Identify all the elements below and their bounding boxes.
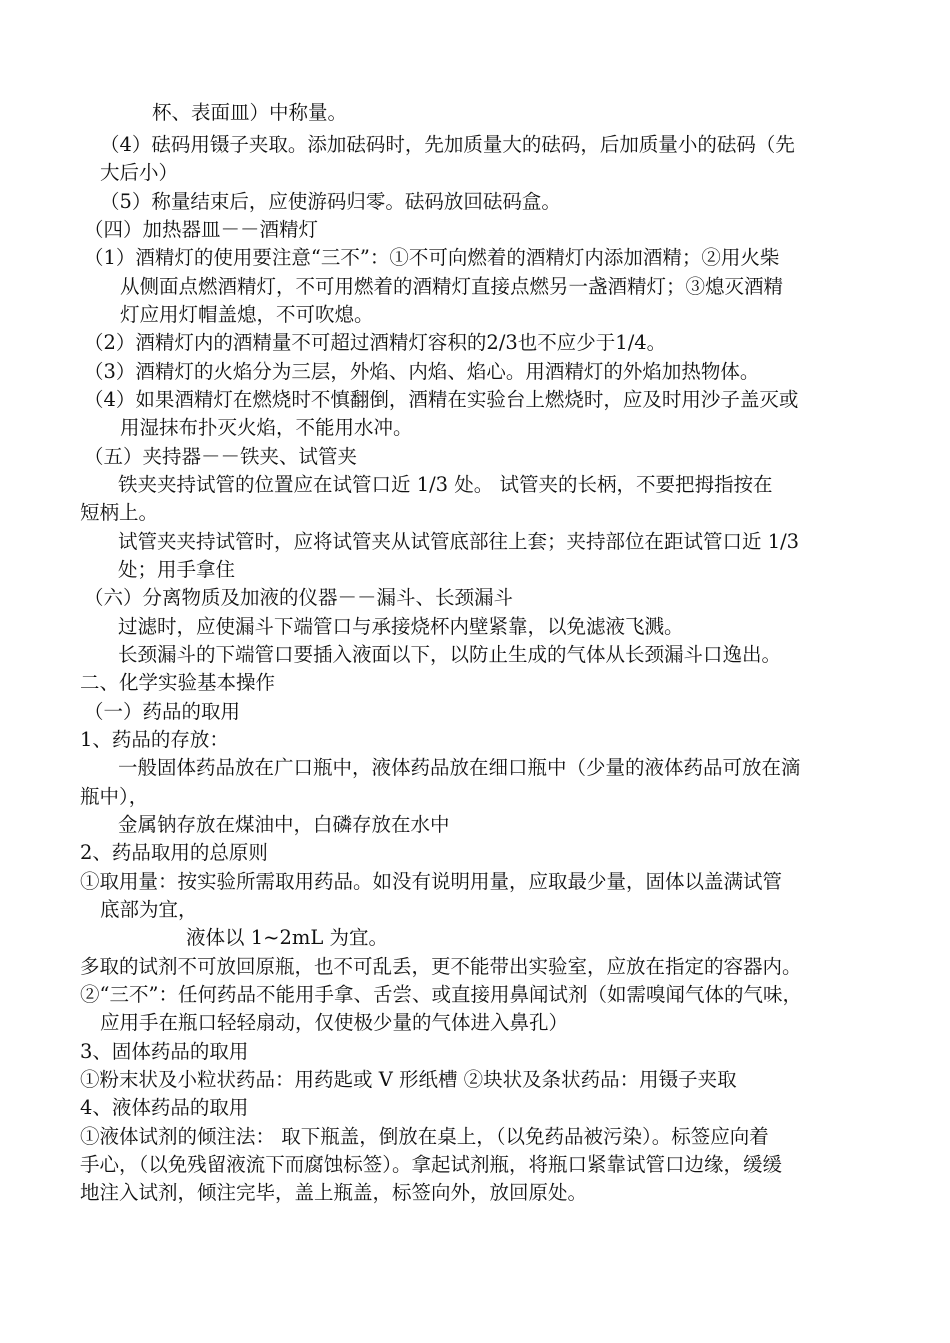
text-line: （2）酒精灯内的酒精量不可超过酒精灯容积的2/3也不应少于1/4。	[84, 331, 667, 354]
text-line: （4）如果酒精灯在燃烧时不慎翻倒，酒精在实验台上燃烧时，应及时用沙子盖灭或	[84, 388, 799, 411]
text-line: 过滤时，应使漏斗下端管口与承接烧杯内壁紧靠，以免滤液飞溅。	[118, 615, 684, 638]
section-heading: （一）药品的取用	[84, 700, 241, 723]
text-line: （4）砝码用镊子夹取。添加砝码时，先加质量大的砝码，后加质量小的砝码（先	[100, 133, 795, 156]
section-heading: （四）加热器皿－－酒精灯	[84, 218, 319, 241]
text-line: （3）酒精灯的火焰分为三层，外焰、内焰、焰心。用酒精灯的外焰加热物体。	[84, 360, 760, 383]
text-line: 应用手在瓶口轻轻扇动，仅使极少量的气体进入鼻孔）	[100, 1011, 569, 1034]
text-line: 金属钠存放在煤油中，白磷存放在水中	[118, 813, 450, 836]
text-line: 地注入试剂，倾注完毕，盖上瓶盖，标签向外，放回原处。	[80, 1181, 588, 1204]
text-line: 大后小）	[100, 161, 179, 184]
text-line: 底部为宜，	[100, 898, 198, 921]
text-line: 短柄上。	[80, 501, 159, 524]
text-line: ①粉末状及小粒状药品：用药匙或 V 形纸槽 ②块状及条状药品：用镊子夹取	[80, 1068, 737, 1091]
text-line: 处；用手拿住	[118, 558, 236, 581]
section-heading: 1、药品的存放：	[80, 728, 229, 751]
section-heading: 4、液体药品的取用	[80, 1096, 249, 1119]
text-line: 用湿抹布扑灭火焰，不能用水冲。	[120, 416, 413, 439]
text-line: 铁夹夹持试管的位置应在试管口近 1/3 处。 试管夹的长柄，不要把拇指按在	[118, 473, 773, 496]
text-line: 多取的试剂不可放回原瓶，也不可乱丢，更不能带出实验室，应放在指定的容器内。	[80, 955, 802, 978]
text-line: 一般固体药品放在广口瓶中，液体药品放在细口瓶中（少量的液体药品可放在滴	[118, 756, 801, 779]
text-line: （5）称量结束后，应使游码归零。砝码放回砝码盒。	[100, 190, 561, 213]
section-heading: 2、药品取用的总原则	[80, 841, 268, 864]
text-line: 液体以 1~2mL 为宜。	[186, 926, 388, 949]
text-line: 灯应用灯帽盖熄，不可吹熄。	[120, 303, 374, 326]
text-line: 长颈漏斗的下端管口要插入液面以下，以防止生成的气体从长颈漏斗口逸出。	[118, 643, 782, 666]
section-heading: （五）夹持器－－铁夹、试管夹	[84, 445, 358, 468]
section-heading: （六）分离物质及加液的仪器－－漏斗、长颈漏斗	[84, 586, 514, 609]
section-heading: 3、固体药品的取用	[80, 1040, 249, 1063]
text-line: 手心，（以免残留液流下而腐蚀标签）。拿起试剂瓶，将瓶口紧靠试管口边缘，缓缓	[80, 1153, 783, 1176]
text-line: 从侧面点燃酒精灯，不可用燃着的酒精灯直接点燃另一盏酒精灯；③熄灭酒精	[120, 275, 784, 298]
text-line: 杯、表面皿）中称量。	[152, 101, 348, 124]
text-line: （1）酒精灯的使用要注意“三不”：①不可向燃着的酒精灯内添加酒精；②用火柴	[84, 246, 780, 269]
text-line: 试管夹夹持试管时，应将试管夹从试管底部往上套；夹持部位在距试管口近 1/3	[118, 530, 800, 553]
text-line: 瓶中），	[80, 785, 149, 808]
section-heading: 二、化学实验基本操作	[80, 671, 276, 694]
text-line: ①液体试剂的倾注法： 取下瓶盖，倒放在桌上，（以免药品被污染）。标签应向着	[80, 1125, 769, 1148]
text-line: ②“三不”：任何药品不能用手拿、舌尝、或直接用鼻闻试剂（如需嗅闻气体的气味，	[80, 983, 802, 1006]
text-line: ①取用量：按实验所需取用药品。如没有说明用量，应取最少量，固体以盖满试管	[80, 870, 783, 893]
